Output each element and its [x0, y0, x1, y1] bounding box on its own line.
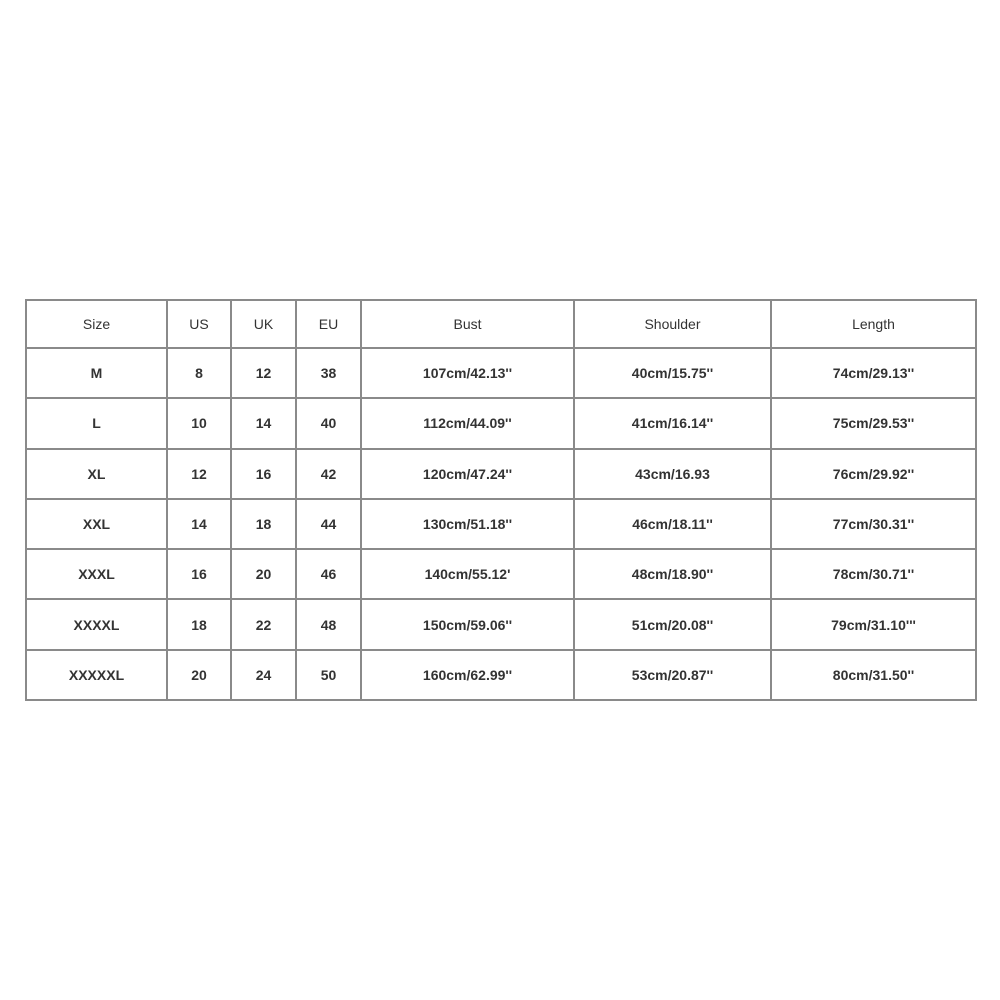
cell-length: 78cm/30.71'' [771, 549, 976, 599]
cell-uk: 16 [231, 449, 296, 499]
cell-bust: 130cm/51.18'' [361, 499, 574, 549]
cell-us: 18 [167, 599, 231, 649]
cell-bust: 150cm/59.06'' [361, 599, 574, 649]
cell-size: XXXL [26, 549, 167, 599]
cell-size: XXL [26, 499, 167, 549]
cell-uk: 24 [231, 650, 296, 700]
cell-shoulder: 48cm/18.90'' [574, 549, 771, 599]
header-shoulder: Shoulder [574, 300, 771, 348]
cell-length: 75cm/29.53'' [771, 398, 976, 448]
cell-uk: 22 [231, 599, 296, 649]
cell-shoulder: 53cm/20.87'' [574, 650, 771, 700]
cell-us: 10 [167, 398, 231, 448]
cell-eu: 44 [296, 499, 361, 549]
cell-us: 16 [167, 549, 231, 599]
cell-length: 74cm/29.13'' [771, 348, 976, 398]
table-row [26, 499, 976, 549]
header-length: Length [771, 300, 976, 348]
cell-size: M [26, 348, 167, 398]
table-row [26, 549, 976, 599]
header-uk: UK [231, 300, 296, 348]
cell-size: XXXXXL [26, 650, 167, 700]
cell-length: 80cm/31.50'' [771, 650, 976, 700]
cell-size: XXXXL [26, 599, 167, 649]
cell-us: 8 [167, 348, 231, 398]
cell-bust: 160cm/62.99'' [361, 650, 574, 700]
header-eu: EU [296, 300, 361, 348]
header-us: US [167, 300, 231, 348]
header-row [26, 300, 976, 348]
cell-uk: 14 [231, 398, 296, 448]
cell-length: 77cm/30.31'' [771, 499, 976, 549]
cell-shoulder: 51cm/20.08'' [574, 599, 771, 649]
cell-eu: 38 [296, 348, 361, 398]
cell-eu: 48 [296, 599, 361, 649]
cell-size: XL [26, 449, 167, 499]
table-row [26, 348, 976, 398]
size-chart-table [25, 299, 977, 701]
cell-bust: 140cm/55.12' [361, 549, 574, 599]
cell-us: 12 [167, 449, 231, 499]
cell-uk: 20 [231, 549, 296, 599]
cell-us: 20 [167, 650, 231, 700]
cell-eu: 42 [296, 449, 361, 499]
cell-shoulder: 40cm/15.75'' [574, 348, 771, 398]
table-row [26, 599, 976, 649]
cell-size: L [26, 398, 167, 448]
cell-eu: 40 [296, 398, 361, 448]
table-row [26, 449, 976, 499]
table-row [26, 398, 976, 448]
cell-bust: 120cm/47.24'' [361, 449, 574, 499]
cell-uk: 12 [231, 348, 296, 398]
table-row [26, 650, 976, 700]
cell-shoulder: 43cm/16.93 [574, 449, 771, 499]
cell-bust: 112cm/44.09'' [361, 398, 574, 448]
cell-uk: 18 [231, 499, 296, 549]
cell-shoulder: 46cm/18.11'' [574, 499, 771, 549]
cell-bust: 107cm/42.13'' [361, 348, 574, 398]
cell-length: 79cm/31.10''' [771, 599, 976, 649]
header-bust: Bust [361, 300, 574, 348]
cell-shoulder: 41cm/16.14'' [574, 398, 771, 448]
cell-eu: 46 [296, 549, 361, 599]
cell-us: 14 [167, 499, 231, 549]
cell-length: 76cm/29.92'' [771, 449, 976, 499]
cell-eu: 50 [296, 650, 361, 700]
header-size: Size [26, 300, 167, 348]
